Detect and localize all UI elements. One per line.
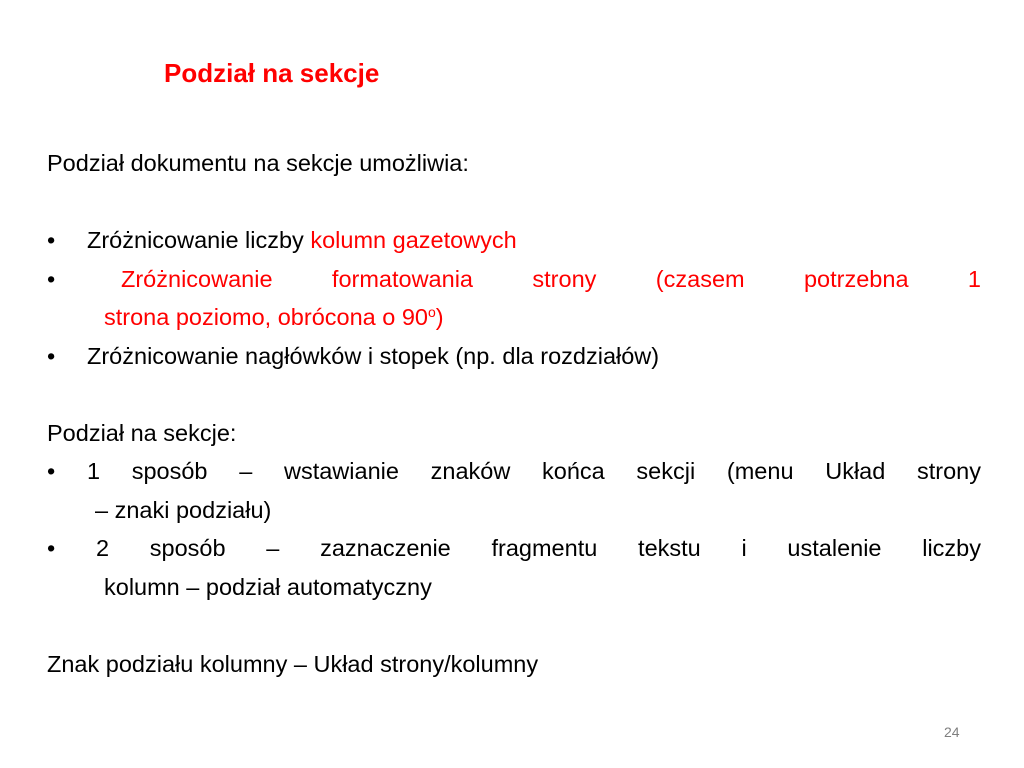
bullet-text-main: strona poziomo, obrócona o 90 [104,304,428,330]
bullet-item-columns [47,221,981,260]
slide-content [47,144,981,683]
bullet-text [87,260,981,337]
page-number: 24 [944,724,960,740]
bullet-text-plain: Zróżnicowanie liczby [87,227,311,253]
bullet-text: Zróżnicowanie nagłówków i stopek (np. dla rozdziałów) [87,342,660,369]
bullet-glyph: • [47,265,56,292]
bullet-glyph: • [47,227,56,253]
method-line-2: kolumn – podział automatyczny [104,573,432,600]
slide-title: Podział na sekcje [164,58,380,88]
bullet-text-close: ) [435,304,444,330]
bullet-glyph: • [47,458,56,484]
bullet-text [87,221,981,260]
method-line-2: – znaki podziału) [95,496,272,523]
spacer [47,606,981,645]
bullet-text-highlight: kolumn gazetowych [310,227,517,253]
method-item-2 [47,529,981,606]
spacer [47,375,981,414]
method-item-1 [47,452,981,529]
footer-paragraph: Znak podziału kolumny – Układ strony/kolumny [47,650,539,677]
method-text: 1 sposób – wstawianie znaków końca sekcji (menu Układ strony [86,458,981,484]
bullet-glyph: • [47,535,56,561]
method-line-1 [47,452,981,491]
degree-superscript: o [428,304,436,320]
bullet-glyph: • [47,342,56,369]
intro-paragraph: Podział dokumentu na sekcje umożliwia: [47,150,469,176]
bullet-text-line-1: Zróżnicowanie formatowania strony (czasem potrzebna 1 [121,265,981,292]
section-heading: Podział na sekcje: [47,419,237,446]
spacer [47,183,981,222]
bullet-text-line-2 [104,298,981,337]
method-line-1 [47,529,981,568]
bullet-item-formatting [47,260,981,337]
method-text: 2 sposób – zaznaczenie fragmentu tekstu i ustalenie liczby [95,535,981,561]
bullet-item-headers [47,337,981,376]
